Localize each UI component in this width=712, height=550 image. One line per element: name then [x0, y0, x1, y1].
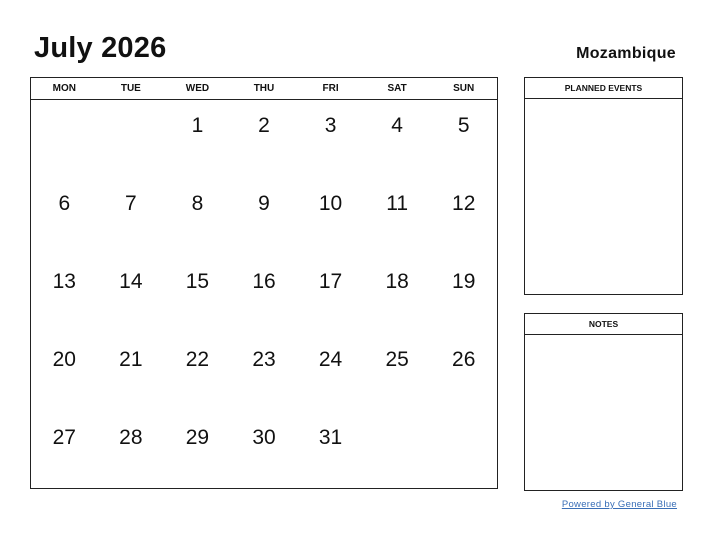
- day-cell: 26: [452, 348, 476, 371]
- day-cell: 25: [385, 348, 409, 371]
- day-cell: [430, 412, 497, 490]
- day-cell: 12: [452, 192, 476, 215]
- day-cell: 15: [185, 270, 210, 293]
- day-cell: 8: [191, 192, 204, 215]
- day-cell: 6: [58, 192, 71, 215]
- day-cell: 24: [318, 348, 343, 371]
- day-cell: 27: [52, 426, 76, 449]
- weekday-wed: WED: [185, 83, 210, 94]
- day-cell: 17: [318, 270, 343, 293]
- day-cell: 14: [119, 270, 143, 293]
- day-cell: 9: [258, 192, 270, 215]
- weekday-tue: TUE: [120, 83, 141, 94]
- country-label: Mozambique: [576, 45, 676, 62]
- day-cell: [31, 100, 98, 178]
- day-cell: 19: [452, 270, 476, 293]
- notes-heading: NOTES: [525, 314, 682, 335]
- powered-by-link[interactable]: Powered by General Blue: [561, 499, 677, 510]
- day-cell: 7: [125, 192, 137, 215]
- planned-events-panel: [524, 77, 683, 295]
- calendar-grid: [30, 77, 498, 489]
- day-cell: 29: [185, 426, 210, 449]
- weekday-sat: SAT: [387, 83, 407, 94]
- planned-events-heading: PLANNED EVENTS: [525, 78, 682, 99]
- weekday-fri: FRI: [322, 83, 339, 94]
- day-cell: 13: [52, 270, 76, 293]
- day-cell: 22: [185, 348, 210, 371]
- day-cell: 23: [252, 348, 276, 371]
- notes-panel: [524, 313, 683, 491]
- day-cell: 11: [386, 192, 409, 215]
- day-cell: 2: [258, 114, 270, 137]
- weekday-header: [31, 78, 497, 100]
- day-cell: [364, 412, 431, 490]
- day-cell: 18: [385, 270, 409, 293]
- weekday-sun: SUN: [453, 83, 475, 94]
- day-cell: 28: [119, 426, 143, 449]
- page-title: July 2026: [34, 32, 167, 64]
- day-cell: 5: [457, 114, 470, 137]
- day-cell: 30: [252, 426, 276, 449]
- day-cell: 3: [324, 114, 337, 137]
- calendar-days: [31, 100, 497, 490]
- weekday-thu: THU: [253, 83, 275, 94]
- day-cell: 10: [318, 192, 343, 215]
- day-cell: [98, 100, 165, 178]
- day-cell: 4: [391, 114, 403, 137]
- weekday-mon: MON: [52, 83, 76, 94]
- day-cell: 31: [318, 426, 343, 449]
- day-cell: 16: [252, 270, 276, 293]
- day-cell: 20: [52, 348, 76, 371]
- day-cell: 1: [191, 114, 204, 137]
- day-cell: 21: [119, 348, 143, 371]
